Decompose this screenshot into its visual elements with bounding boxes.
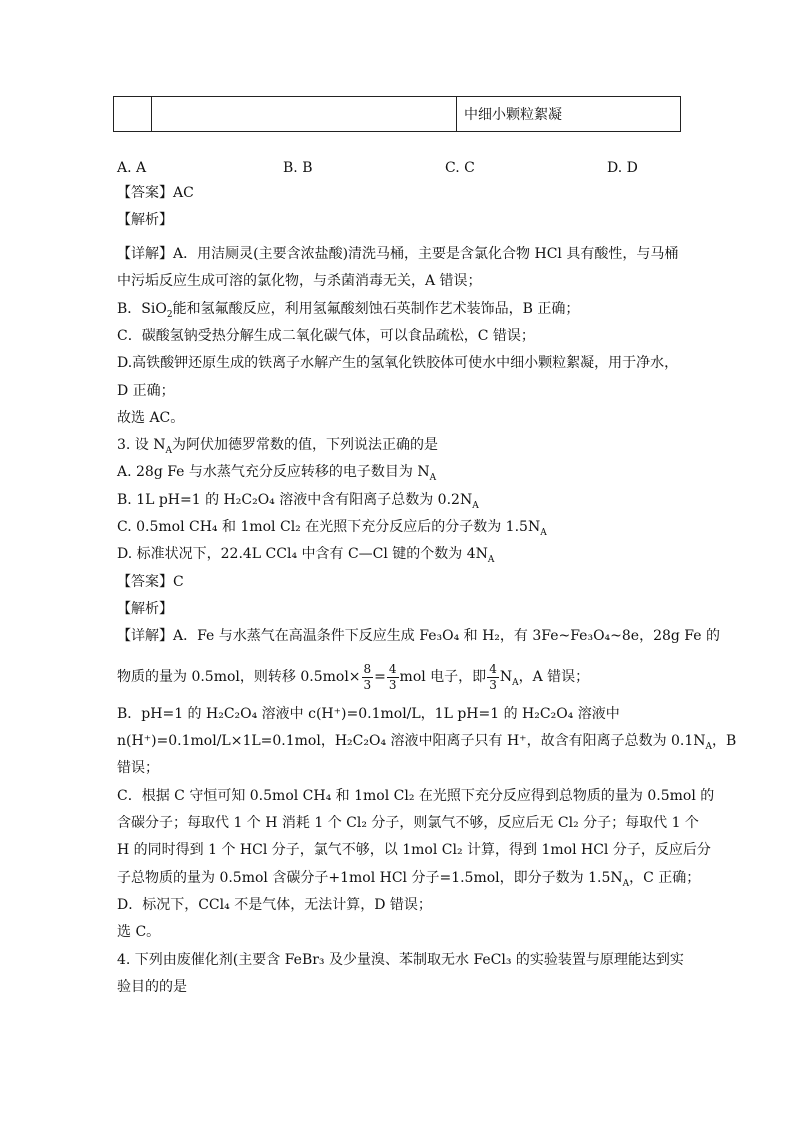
q3-detail-c-line3: H 的同时得到 1 个 HCl 分子，氯气不够，以 1mol Cl₂ 计算，得到 1mol HCl 分子，反应后分 xyxy=(117,842,711,858)
option-a: A. A xyxy=(117,160,147,176)
fraction-4-3: $\frac{4}{3}$ xyxy=(388,661,397,692)
q2-detail-a-line1: 【详解】A．用洁厕灵(主要含浓盐酸)清洗马桶，主要是含氯化合物 HCl 具有酸性，与马桶 xyxy=(117,246,679,262)
q3-option-c: C. 0.5mol CH₄ 和 1mol Cl₂ 在光照下充分反应后的分子数为 $1.5N_A$ xyxy=(117,519,547,538)
q3-detail-b-line2: n(H⁺)=0.1mol/L×1L=0.1mol，H₂C₂O₄ 溶液中阳离子只有 H⁺，故含有阳离子总数为 $0.1N_A$，B xyxy=(117,733,737,752)
table-cell-text: 中细小颗粒絮凝 xyxy=(464,107,562,123)
q2-detail-d-line2: D 正确； xyxy=(117,383,175,399)
q3-option-a: A. 28g Fe 与水蒸气充分反应转移的电子数目为 $N_A$ xyxy=(117,464,437,483)
q3-detail-b-line3: 错误； xyxy=(117,760,159,776)
option-d: D. D xyxy=(607,160,638,176)
fraction-4-3-b: $\frac{4}{3}$ xyxy=(489,661,497,692)
q2-detail-c: C．碳酸氢钠受热分解生成二氧化碳气体，可以食品疏松，C 错误； xyxy=(117,328,535,344)
q3-conclusion: 选 C。 xyxy=(117,924,161,940)
option-b: B. B xyxy=(283,160,313,176)
answer-table-row xyxy=(113,96,681,132)
q3-analysis-heading: 【解析】 xyxy=(117,601,173,617)
q2-detail-a-line2: 中污垢反应生成可溶的氯化物，与杀菌消毒无关，A 错误； xyxy=(117,273,482,289)
q3-detail-d: D．标况下，CCl₄ 不是气体，无法计算，D 错误； xyxy=(117,897,432,913)
table-cell-number xyxy=(114,97,152,131)
q4-stem-line2: 验目的的是 xyxy=(117,979,187,995)
q2-detail-d-line1: D.高铁酸钾还原生成的铁离子水解产生的氢氧化铁胶体可使水中细小颗粒絮凝，用于净水， xyxy=(117,355,679,371)
q3-stem: 3. 设 $N_A$为阿伏加德罗常数的值，下列说法正确的是 xyxy=(117,437,439,456)
q4-stem-line1: 4. 下列由废催化剂(主要含 FeBr₃ 及少量溴、苯制取无水 FeCl₃ 的实验装置与原理能达到实 xyxy=(117,952,684,968)
table-cell-middle xyxy=(151,97,457,131)
q2-analysis-heading: 【解析】 xyxy=(117,212,173,228)
q3-detail-a-line2: 物质的量为 0.5mol，则转移 0.5mol× $\frac{8}{3}$ = $\frac{4}{3}$ mol 电子，即 $\frac{4}{3}$ $N_A$，A 错误； xyxy=(117,661,590,692)
q2-answer: 【答案】AC xyxy=(117,185,194,201)
q3-detail-c-line4: 子总物质的量为 0.5mol 含碳分子+1mol HCl 分子=1.5mol，即分子数为 $1.5N_A$，C 正确； xyxy=(117,870,701,889)
q3-detail-c-line1: C．根据 C 守恒可知 0.5mol CH₄ 和 1mol Cl₂ 在光照下充分反应得到总物质的量为 0.5mol 的 xyxy=(117,788,715,804)
q3-detail-b-line1: B．pH=1 的 H₂C₂O₄ 溶液中 c(H⁺)=0.1mol/L，1L pH=1 的 H₂C₂O₄ 溶液中 xyxy=(117,706,620,722)
q3-answer: 【答案】C xyxy=(117,574,184,590)
q3-option-d: D. 标准状况下，22.4L CCl₄ 中含有 C—Cl 键的个数为 $4N_A$ xyxy=(117,546,495,565)
option-c: C. C xyxy=(445,160,475,176)
q2-detail-b: B．SiO$_2$能和氢氟酸反应，利用氢氟酸刻蚀石英制作艺术装饰品，B 正确； xyxy=(117,301,580,320)
q3-detail-c-line2: 含碳分子；每取代 1 个 H 消耗 1 个 Cl₂ 分子，则氯气不够，反应后无 Cl₂ 分子；每取代 1 个 xyxy=(117,815,699,831)
q2-conclusion: 故选 AC。 xyxy=(117,410,185,426)
q3-detail-a-line1: 【详解】A．Fe 与水蒸气在高温条件下反应生成 Fe₃O₄ 和 H₂，有 3Fe~Fe₃O₄~8e，28g Fe 的 xyxy=(117,628,720,644)
fraction-8-3: $\frac{8}{3}$ xyxy=(363,661,372,692)
q3-option-b: B. 1L pH=1 的 H₂C₂O₄ 溶液中含有阳离子总数为 $0.2N_A$ xyxy=(117,492,479,511)
